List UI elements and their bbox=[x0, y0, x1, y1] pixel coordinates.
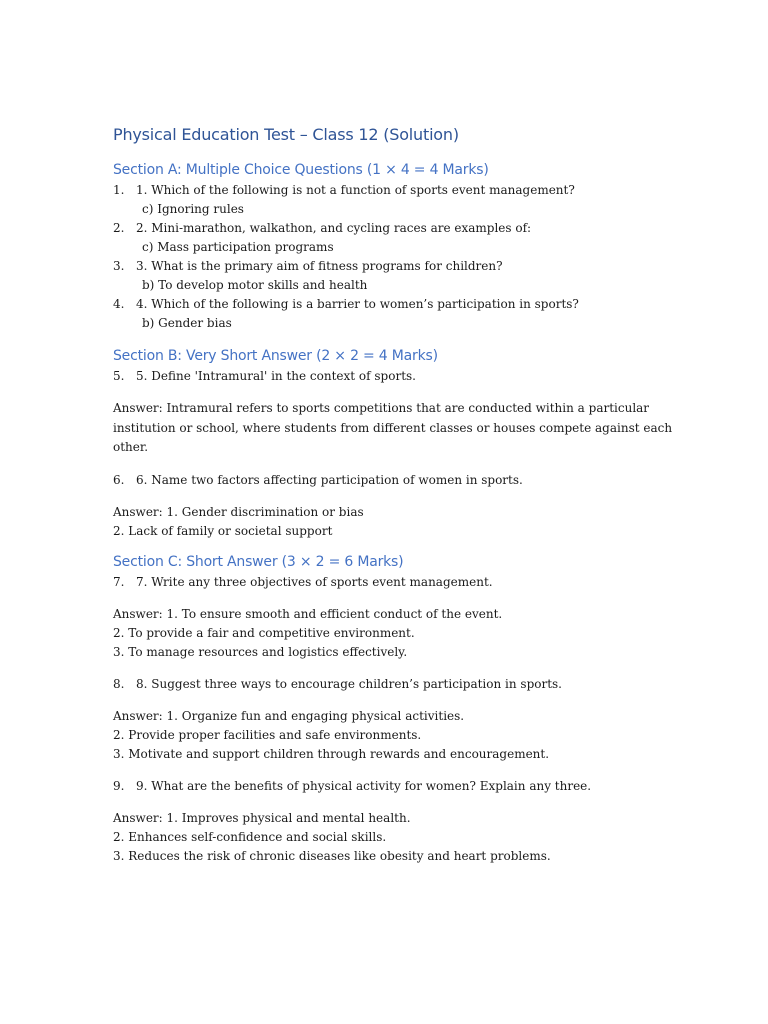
answer-block bbox=[113, 605, 673, 662]
answer-option: b) To develop motor skills and health bbox=[142, 278, 368, 292]
document-title: Physical Education Test – Class 12 (Solution) bbox=[113, 125, 459, 144]
answer-line: Answer: 1. Gender discrimination or bias bbox=[113, 504, 364, 519]
question-number: 3. bbox=[113, 259, 125, 273]
answer-paragraph: Answer: Intramural refers to sports competitions that are conducted within a particular institution or school, where students from different classes or houses compete against each other. bbox=[113, 401, 673, 454]
question-number: 2. bbox=[113, 221, 125, 235]
question-5 bbox=[113, 367, 673, 386]
answer-line: 3. Motivate and support children through rewards and encouragement. bbox=[113, 746, 550, 761]
question-2 bbox=[113, 219, 673, 238]
question-7 bbox=[113, 573, 673, 592]
question-3 bbox=[113, 257, 673, 276]
question-number: 1. bbox=[113, 183, 125, 197]
question-text: 9. What are the benefits of physical activity for women? Explain any three. bbox=[136, 778, 592, 793]
question-number: 4. bbox=[113, 297, 125, 311]
answer-line: Answer: 1. Improves physical and mental health. bbox=[113, 810, 411, 825]
answer-line: 2. To provide a fair and competitive environment. bbox=[113, 625, 415, 640]
section-c-heading: Section C: Short Answer (3 × 2 = 6 Marks) bbox=[113, 553, 404, 570]
answer-block bbox=[113, 707, 673, 764]
answer-option: c) Mass participation programs bbox=[142, 240, 334, 254]
question-text: 6. Name two factors affecting participation of women in sports. bbox=[136, 472, 523, 487]
answer-option: c) Ignoring rules bbox=[142, 202, 244, 216]
answer-option: b) Gender bias bbox=[142, 316, 232, 330]
question-number: 9. bbox=[113, 778, 125, 793]
question-text: 5. Define 'Intramural' in the context of sports. bbox=[136, 369, 416, 383]
answer-line: Answer: 1. To ensure smooth and efficient conduct of the event. bbox=[113, 606, 503, 621]
question-9 bbox=[113, 777, 673, 796]
question-text: 3. What is the primary aim of fitness programs for children? bbox=[136, 259, 503, 273]
question-4 bbox=[113, 295, 673, 314]
answer-line: 2. Provide proper facilities and safe environments. bbox=[113, 727, 422, 742]
question-6 bbox=[113, 471, 673, 490]
question-text: 7. Write any three objectives of sports event management. bbox=[136, 574, 493, 589]
answer-line: Answer: 1. Organize fun and engaging physical activities. bbox=[113, 708, 465, 723]
question-number: 6. bbox=[113, 472, 125, 487]
document-page bbox=[113, 124, 673, 866]
question-text: 8. Suggest three ways to encourage children’s participation in sports. bbox=[136, 676, 562, 691]
answer-line: 2. Lack of family or societal support bbox=[113, 523, 333, 538]
answer-line: 2. Enhances self-confidence and social skills. bbox=[113, 829, 387, 844]
answer-line: 3. Reduces the risk of chronic diseases like obesity and heart problems. bbox=[113, 848, 551, 863]
question-number: 5. bbox=[113, 369, 125, 383]
section-a-heading: Section A: Multiple Choice Questions (1 × 4 = 4 Marks) bbox=[113, 162, 489, 178]
question-text: 4. Which of the following is a barrier to women’s participation in sports? bbox=[136, 297, 579, 311]
answer-block bbox=[113, 503, 673, 541]
question-1 bbox=[113, 181, 673, 200]
answer-line: 3. To manage resources and logistics effectively. bbox=[113, 644, 408, 659]
section-b-heading: Section B: Very Short Answer (2 × 2 = 4 Marks) bbox=[113, 348, 438, 364]
question-8 bbox=[113, 675, 673, 694]
question-number: 8. bbox=[113, 676, 125, 691]
answer-block bbox=[113, 809, 673, 866]
question-text: 1. Which of the following is not a function of sports event management? bbox=[136, 183, 575, 197]
question-text: 2. Mini-marathon, walkathon, and cycling races are examples of: bbox=[136, 221, 532, 235]
question-number: 7. bbox=[113, 574, 125, 589]
